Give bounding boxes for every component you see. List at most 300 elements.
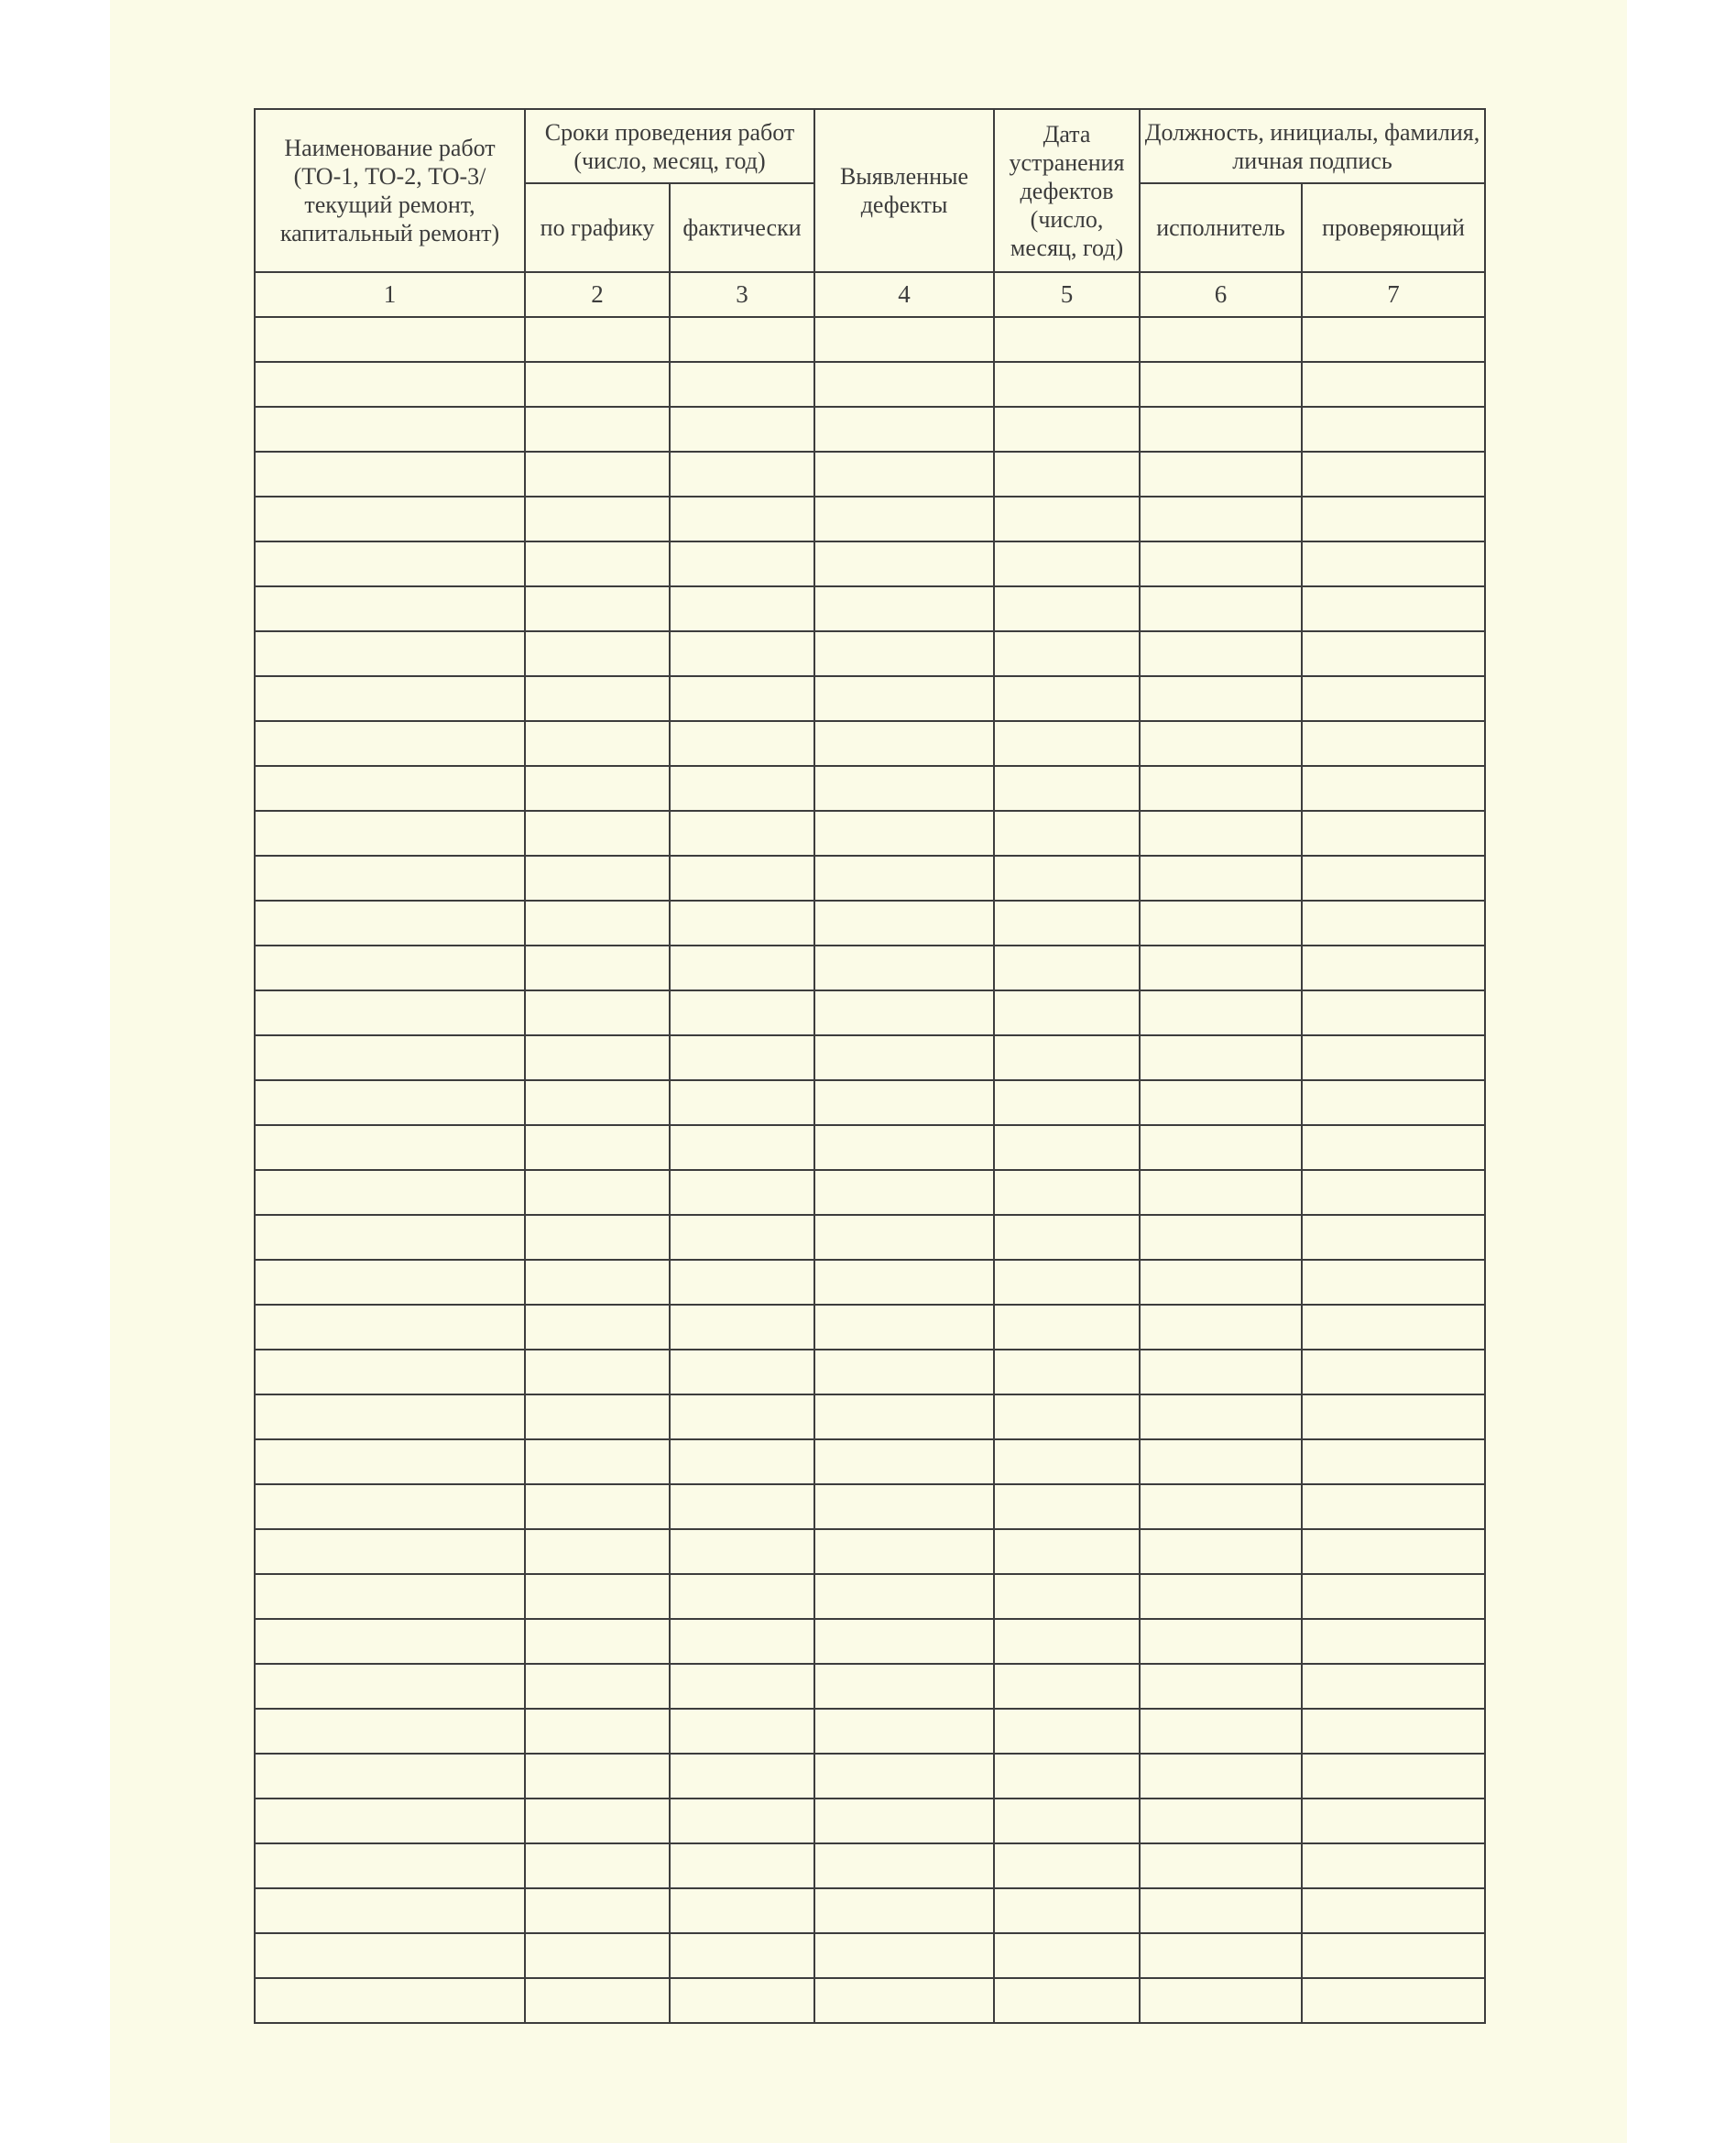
table-cell[interactable]	[994, 721, 1140, 766]
table-cell[interactable]	[670, 990, 814, 1035]
table-cell[interactable]	[1140, 541, 1302, 586]
table-row	[255, 1529, 1485, 1574]
table-row	[255, 1664, 1485, 1709]
table-cell[interactable]	[994, 1619, 1140, 1664]
table-cell[interactable]	[255, 1843, 525, 1888]
table-cell[interactable]	[994, 541, 1140, 586]
table-cell[interactable]	[525, 1305, 670, 1350]
table-row	[255, 1305, 1485, 1350]
table-cell[interactable]	[670, 1664, 814, 1709]
table-cell[interactable]	[255, 497, 525, 541]
table-cell[interactable]	[255, 1754, 525, 1799]
table-cell[interactable]	[994, 1484, 1140, 1529]
table-cell[interactable]	[1302, 766, 1485, 811]
table-cell[interactable]	[670, 1619, 814, 1664]
table-cell[interactable]	[814, 1080, 994, 1125]
table-cell[interactable]	[994, 452, 1140, 497]
table-cell[interactable]	[994, 407, 1140, 452]
table-cell[interactable]	[525, 1394, 670, 1439]
table-cell[interactable]	[670, 1799, 814, 1843]
table-cell[interactable]	[255, 811, 525, 856]
table-cell[interactable]	[1302, 1529, 1485, 1574]
table-cell[interactable]	[1140, 811, 1302, 856]
table-row	[255, 1709, 1485, 1754]
table-cell[interactable]	[1302, 586, 1485, 631]
table-row	[255, 1754, 1485, 1799]
table-cell[interactable]	[670, 856, 814, 901]
table-cell[interactable]	[1302, 317, 1485, 362]
table-cell[interactable]	[1140, 676, 1302, 721]
column-number: 3	[670, 272, 814, 317]
table-cell[interactable]	[994, 586, 1140, 631]
table-cell[interactable]	[255, 1933, 525, 1978]
table-cell[interactable]	[1140, 452, 1302, 497]
table-cell[interactable]	[1302, 1754, 1485, 1799]
table-cell[interactable]	[525, 1439, 670, 1484]
table-cell[interactable]	[670, 631, 814, 676]
table-cell[interactable]	[1140, 946, 1302, 990]
table-cell[interactable]	[814, 541, 994, 586]
table-cell[interactable]	[994, 1574, 1140, 1619]
table-row	[255, 497, 1485, 541]
table-cell[interactable]	[814, 766, 994, 811]
table-cell[interactable]	[670, 1215, 814, 1260]
table-row	[255, 1619, 1485, 1664]
table-cell[interactable]	[1302, 901, 1485, 946]
table-cell[interactable]	[814, 1260, 994, 1305]
table-cell[interactable]	[670, 1709, 814, 1754]
table-cell[interactable]	[670, 676, 814, 721]
table-cell[interactable]	[1302, 721, 1485, 766]
table-cell[interactable]	[1302, 1394, 1485, 1439]
table-cell[interactable]	[1302, 407, 1485, 452]
table-cell[interactable]	[670, 811, 814, 856]
table-cell[interactable]	[670, 766, 814, 811]
table-cell[interactable]	[994, 497, 1140, 541]
table-row	[255, 1035, 1485, 1080]
table-cell[interactable]	[525, 362, 670, 407]
column-number: 5	[994, 272, 1140, 317]
table-cell[interactable]	[1140, 1439, 1302, 1484]
table-cell[interactable]	[525, 1978, 670, 2023]
table-cell[interactable]	[1302, 811, 1485, 856]
table-cell[interactable]	[994, 317, 1140, 362]
table-cell[interactable]	[525, 1529, 670, 1574]
table-cell[interactable]	[994, 1529, 1140, 1574]
table-cell[interactable]	[525, 1170, 670, 1215]
table-cell[interactable]	[255, 1215, 525, 1260]
table-cell[interactable]	[1140, 1035, 1302, 1080]
table-cell[interactable]	[525, 1080, 670, 1125]
table-cell[interactable]	[1302, 631, 1485, 676]
table-cell[interactable]	[255, 1170, 525, 1215]
table-cell[interactable]	[814, 1170, 994, 1215]
table-cell[interactable]	[255, 541, 525, 586]
table-cell[interactable]	[994, 1799, 1140, 1843]
table-cell[interactable]	[255, 721, 525, 766]
table-cell[interactable]	[670, 541, 814, 586]
header-inspector: проверяющий	[1302, 183, 1485, 272]
table-cell[interactable]	[1302, 1305, 1485, 1350]
table-cell[interactable]	[255, 1574, 525, 1619]
table-cell[interactable]	[814, 1484, 994, 1529]
table-row	[255, 1215, 1485, 1260]
table-cell[interactable]	[994, 990, 1140, 1035]
table-cell[interactable]	[1140, 317, 1302, 362]
table-cell[interactable]	[670, 1035, 814, 1080]
table-cell[interactable]	[670, 1529, 814, 1574]
table-cell[interactable]	[1302, 1035, 1485, 1080]
table-cell[interactable]	[525, 1260, 670, 1305]
table-cell[interactable]	[814, 1888, 994, 1933]
table-cell[interactable]	[670, 721, 814, 766]
table-cell[interactable]	[814, 856, 994, 901]
table-cell[interactable]	[670, 1574, 814, 1619]
table-cell[interactable]	[1140, 586, 1302, 631]
table-cell[interactable]	[814, 452, 994, 497]
table-cell[interactable]	[814, 1664, 994, 1709]
table-cell[interactable]	[525, 811, 670, 856]
table-cell[interactable]	[814, 1215, 994, 1260]
table-cell[interactable]	[814, 631, 994, 676]
table-row	[255, 1080, 1485, 1125]
table-cell[interactable]	[670, 1170, 814, 1215]
table-cell[interactable]	[1140, 497, 1302, 541]
table-row	[255, 946, 1485, 990]
table-cell[interactable]	[814, 811, 994, 856]
table-cell[interactable]	[1302, 1933, 1485, 1978]
table-cell[interactable]	[670, 1394, 814, 1439]
table-cell[interactable]	[1140, 1574, 1302, 1619]
table-cell[interactable]	[525, 1754, 670, 1799]
table-cell[interactable]	[255, 1978, 525, 2023]
table-cell[interactable]	[670, 452, 814, 497]
table-cell[interactable]	[1140, 1978, 1302, 2023]
table-cell[interactable]	[1302, 1125, 1485, 1170]
table-cell[interactable]	[1140, 407, 1302, 452]
table-cell[interactable]	[525, 1799, 670, 1843]
table-cell[interactable]	[525, 946, 670, 990]
table-cell[interactable]	[1302, 1350, 1485, 1394]
table-cell[interactable]	[1302, 1439, 1485, 1484]
table-cell[interactable]	[670, 407, 814, 452]
table-row	[255, 811, 1485, 856]
table-cell[interactable]	[994, 1709, 1140, 1754]
table-cell[interactable]	[670, 1978, 814, 2023]
table-cell[interactable]	[1140, 1305, 1302, 1350]
table-cell[interactable]	[255, 1035, 525, 1080]
table-cell[interactable]	[994, 676, 1140, 721]
table-row	[255, 541, 1485, 586]
table-cell[interactable]	[1302, 1080, 1485, 1125]
table-cell[interactable]	[670, 1888, 814, 1933]
table-cell[interactable]	[1302, 452, 1485, 497]
table-cell[interactable]	[814, 1709, 994, 1754]
table-cell[interactable]	[1140, 631, 1302, 676]
table-cell[interactable]	[670, 1484, 814, 1529]
table-cell[interactable]	[255, 1305, 525, 1350]
table-cell[interactable]	[670, 1439, 814, 1484]
table-cell[interactable]	[814, 990, 994, 1035]
table-cell[interactable]	[525, 721, 670, 766]
table-cell[interactable]	[1302, 541, 1485, 586]
table-cell[interactable]	[255, 1664, 525, 1709]
table-cell[interactable]	[255, 766, 525, 811]
table-cell[interactable]	[994, 766, 1140, 811]
table-cell[interactable]	[1302, 856, 1485, 901]
table-cell[interactable]	[1302, 1888, 1485, 1933]
table-cell[interactable]	[670, 1754, 814, 1799]
table-cell[interactable]	[670, 317, 814, 362]
table-cell[interactable]	[255, 362, 525, 407]
table-cell[interactable]	[994, 1080, 1140, 1125]
table-cell[interactable]	[525, 856, 670, 901]
table-cell[interactable]	[525, 1035, 670, 1080]
table-cell[interactable]	[994, 1215, 1140, 1260]
table-cell[interactable]	[255, 1080, 525, 1125]
table-cell[interactable]	[1302, 990, 1485, 1035]
table-cell[interactable]	[1302, 1664, 1485, 1709]
table-cell[interactable]	[814, 1529, 994, 1574]
table-cell[interactable]	[814, 362, 994, 407]
table-row	[255, 1439, 1485, 1484]
table-cell[interactable]	[814, 586, 994, 631]
table-cell[interactable]	[525, 407, 670, 452]
table-cell[interactable]	[255, 1888, 525, 1933]
table-cell[interactable]	[525, 1484, 670, 1529]
table-row	[255, 1843, 1485, 1888]
table-row	[255, 631, 1485, 676]
table-cell[interactable]	[525, 452, 670, 497]
table-cell[interactable]	[814, 1799, 994, 1843]
table-cell[interactable]	[1140, 1843, 1302, 1888]
table-cell[interactable]	[525, 1709, 670, 1754]
table-cell[interactable]	[994, 1664, 1140, 1709]
table-cell[interactable]	[1140, 1709, 1302, 1754]
table-cell[interactable]	[1302, 1709, 1485, 1754]
table-cell[interactable]	[1302, 1170, 1485, 1215]
table-cell[interactable]	[994, 811, 1140, 856]
table-cell[interactable]	[255, 586, 525, 631]
table-cell[interactable]	[1302, 1574, 1485, 1619]
table-cell[interactable]	[994, 1125, 1140, 1170]
table-cell[interactable]	[1302, 946, 1485, 990]
table-cell[interactable]	[255, 407, 525, 452]
table-cell[interactable]	[994, 1305, 1140, 1350]
column-number: 4	[814, 272, 994, 317]
table-cell[interactable]	[1302, 1484, 1485, 1529]
table-cell[interactable]	[1140, 1170, 1302, 1215]
table-cell[interactable]	[994, 1350, 1140, 1394]
table-cell[interactable]	[814, 1350, 994, 1394]
table-cell[interactable]	[255, 1394, 525, 1439]
table-cell[interactable]	[814, 1978, 994, 2023]
table-cell[interactable]	[814, 1125, 994, 1170]
table-cell[interactable]	[255, 856, 525, 901]
table-cell[interactable]	[814, 1933, 994, 1978]
table-cell[interactable]	[1302, 1260, 1485, 1305]
table-cell[interactable]	[670, 1350, 814, 1394]
table-cell[interactable]	[1140, 1888, 1302, 1933]
table-cell[interactable]	[670, 1933, 814, 1978]
table-cell[interactable]	[1140, 1215, 1302, 1260]
table-cell[interactable]	[994, 1843, 1140, 1888]
table-cell[interactable]	[1140, 1080, 1302, 1125]
table-cell[interactable]	[1140, 1125, 1302, 1170]
column-number: 7	[1302, 272, 1485, 317]
table-cell[interactable]	[1302, 1799, 1485, 1843]
table-cell[interactable]	[525, 676, 670, 721]
table-cell[interactable]	[525, 1350, 670, 1394]
table-cell[interactable]	[1302, 362, 1485, 407]
table-cell[interactable]	[814, 1394, 994, 1439]
header-actual: фактически	[670, 183, 814, 272]
table-row	[255, 1574, 1485, 1619]
table-cell[interactable]	[525, 1215, 670, 1260]
table-cell[interactable]	[1140, 1799, 1302, 1843]
table-cell[interactable]	[255, 990, 525, 1035]
table-cell[interactable]	[255, 317, 525, 362]
table-cell[interactable]	[1302, 497, 1485, 541]
table-cell[interactable]	[994, 1754, 1140, 1799]
table-cell[interactable]	[670, 1305, 814, 1350]
table-cell[interactable]	[994, 946, 1140, 990]
table-cell[interactable]	[255, 676, 525, 721]
table-cell[interactable]	[1302, 1843, 1485, 1888]
table-row	[255, 856, 1485, 901]
table-cell[interactable]	[994, 1260, 1140, 1305]
table-cell[interactable]	[255, 946, 525, 990]
table-cell[interactable]	[814, 721, 994, 766]
table-cell[interactable]	[525, 1664, 670, 1709]
table-cell[interactable]	[1140, 1484, 1302, 1529]
table-cell[interactable]	[994, 631, 1140, 676]
table-cell[interactable]	[255, 1799, 525, 1843]
table-cell[interactable]	[1302, 1978, 1485, 2023]
table-cell[interactable]	[255, 1439, 525, 1484]
table-cell[interactable]	[814, 1035, 994, 1080]
table-cell[interactable]	[1140, 1529, 1302, 1574]
table-cell[interactable]	[994, 1978, 1140, 2023]
table-cell[interactable]	[814, 676, 994, 721]
table-cell[interactable]	[1302, 1619, 1485, 1664]
table-cell[interactable]	[670, 497, 814, 541]
table-cell[interactable]	[670, 1125, 814, 1170]
table-cell[interactable]	[255, 1260, 525, 1305]
table-cell[interactable]	[1302, 676, 1485, 721]
table-cell[interactable]	[525, 497, 670, 541]
table-cell[interactable]	[1140, 766, 1302, 811]
table-cell[interactable]	[1140, 1619, 1302, 1664]
table-row	[255, 1933, 1485, 1978]
table-cell[interactable]	[670, 1080, 814, 1125]
table-cell[interactable]	[525, 1574, 670, 1619]
table-cell[interactable]	[670, 586, 814, 631]
table-cell[interactable]	[814, 1843, 994, 1888]
table-cell[interactable]	[1140, 721, 1302, 766]
table-cell[interactable]	[525, 1619, 670, 1664]
table-cell[interactable]	[1140, 1754, 1302, 1799]
table-cell[interactable]	[525, 1888, 670, 1933]
header-work-dates: Сроки проведения работ (число, месяц, год)	[525, 109, 814, 183]
table-cell[interactable]	[255, 631, 525, 676]
table-cell[interactable]	[255, 1709, 525, 1754]
table-cell[interactable]	[255, 1350, 525, 1394]
table-cell[interactable]	[670, 1843, 814, 1888]
table-cell[interactable]	[814, 946, 994, 990]
table-cell[interactable]	[255, 1619, 525, 1664]
table-cell[interactable]	[525, 1125, 670, 1170]
table-cell[interactable]	[670, 362, 814, 407]
table-cell[interactable]	[525, 990, 670, 1035]
table-cell[interactable]	[255, 901, 525, 946]
table-cell[interactable]	[994, 1439, 1140, 1484]
table-cell[interactable]	[814, 407, 994, 452]
table-cell[interactable]	[1140, 362, 1302, 407]
table-row	[255, 452, 1485, 497]
table-cell[interactable]	[670, 946, 814, 990]
table-cell[interactable]	[525, 541, 670, 586]
table-cell[interactable]	[255, 1484, 525, 1529]
form-page	[110, 0, 1627, 2143]
table-cell[interactable]	[814, 497, 994, 541]
table-cell[interactable]	[1140, 1394, 1302, 1439]
table-cell[interactable]	[525, 317, 670, 362]
table-row	[255, 586, 1485, 631]
table-cell[interactable]	[525, 631, 670, 676]
table-cell[interactable]	[1140, 990, 1302, 1035]
column-number: 1	[255, 272, 525, 317]
table-cell[interactable]	[994, 1933, 1140, 1978]
table-cell[interactable]	[255, 1529, 525, 1574]
table-cell[interactable]	[670, 1260, 814, 1305]
table-cell[interactable]	[1140, 1933, 1302, 1978]
table-cell[interactable]	[525, 1843, 670, 1888]
table-cell[interactable]	[994, 1035, 1140, 1080]
table-row	[255, 766, 1485, 811]
table-cell[interactable]	[994, 1888, 1140, 1933]
table-cell[interactable]	[1140, 1260, 1302, 1305]
table-cell[interactable]	[1140, 901, 1302, 946]
table-cell[interactable]	[814, 1754, 994, 1799]
table-cell[interactable]	[255, 1125, 525, 1170]
table-cell[interactable]	[814, 1574, 994, 1619]
table-cell[interactable]	[525, 766, 670, 811]
table-cell[interactable]	[814, 1305, 994, 1350]
table-cell[interactable]	[1140, 1664, 1302, 1709]
table-row	[255, 1978, 1485, 2023]
table-cell[interactable]	[814, 317, 994, 362]
table-cell[interactable]	[994, 1394, 1140, 1439]
table-cell[interactable]	[1140, 856, 1302, 901]
table-cell[interactable]	[525, 1933, 670, 1978]
table-cell[interactable]	[994, 856, 1140, 901]
table-row	[255, 1350, 1485, 1394]
table-cell[interactable]	[670, 901, 814, 946]
table-cell[interactable]	[1302, 1215, 1485, 1260]
table-cell[interactable]	[814, 1439, 994, 1484]
table-cell[interactable]	[814, 1619, 994, 1664]
table-cell[interactable]	[994, 1170, 1140, 1215]
table-cell[interactable]	[994, 362, 1140, 407]
table-cell[interactable]	[814, 901, 994, 946]
table-row	[255, 676, 1485, 721]
table-cell[interactable]	[1140, 1350, 1302, 1394]
table-cell[interactable]	[994, 901, 1140, 946]
table-cell[interactable]	[525, 901, 670, 946]
table-cell[interactable]	[525, 586, 670, 631]
table-cell[interactable]	[255, 452, 525, 497]
